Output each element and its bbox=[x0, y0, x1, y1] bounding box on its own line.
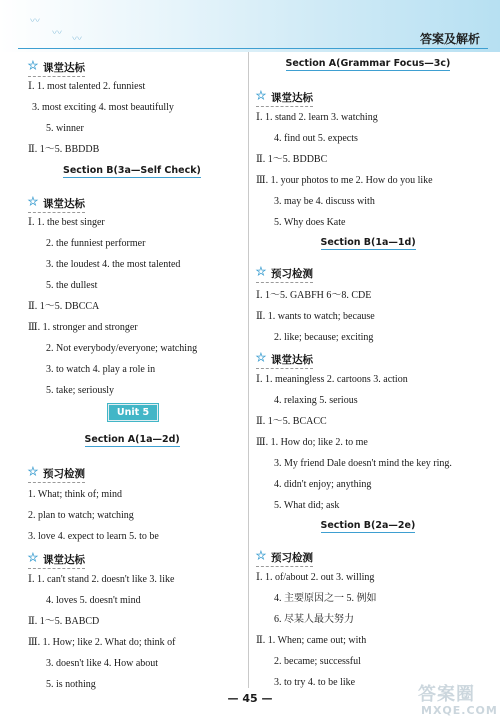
answer-line: 4. loves 5. doesn't mind bbox=[46, 595, 141, 606]
answer-line: 3. My friend Dale doesn't mind the key ring. bbox=[274, 458, 452, 469]
bird-icon: 〰 bbox=[72, 34, 82, 45]
answer-line: 5. winner bbox=[46, 123, 84, 134]
section-tag: ★ 课堂达标 bbox=[256, 352, 313, 369]
right-column bbox=[256, 52, 490, 692]
answer-line: 3. to try 4. to be like bbox=[274, 677, 356, 688]
answer-line: 3. may be 4. discuss with bbox=[274, 196, 375, 207]
section-heading: Section B(3a—Self Check) bbox=[63, 165, 201, 176]
answer-line: Ⅱ. 1～5. DBCCA bbox=[28, 301, 100, 312]
answer-line: Ⅰ. 1. meaningless 2. cartoons 3. action bbox=[256, 374, 408, 385]
page-header bbox=[0, 0, 500, 52]
answer-line: Ⅲ. 1. your photos to me 2. How do you like bbox=[256, 175, 433, 186]
section-heading: Section B(1a—1d) bbox=[320, 237, 416, 248]
answer-line: Ⅱ. 1. wants to watch; because bbox=[256, 311, 375, 322]
answer-line: 5. take; seriously bbox=[46, 385, 115, 396]
answer-line: Ⅰ. 1～5. GABFH 6～8. CDE bbox=[256, 290, 372, 301]
section-tag: ★ 预习检测 bbox=[256, 266, 313, 283]
page-number: — 45 — bbox=[227, 692, 273, 705]
watermark bbox=[418, 680, 496, 720]
answer-line: Ⅲ. 1. How; like 2. What do; think of bbox=[28, 637, 176, 648]
section-tag: ★ 课堂达标 bbox=[28, 60, 85, 77]
answer-line: 2. the funniest performer bbox=[46, 238, 146, 249]
watermark-text: 答案圈 bbox=[418, 684, 475, 705]
answer-line: 6. 尽某人最大努力 bbox=[274, 614, 354, 625]
answer-line: Ⅱ. 1～5. BCACC bbox=[256, 416, 327, 427]
header-rule bbox=[18, 48, 488, 49]
answer-line: Ⅰ. 1. stand 2. learn 3. watching bbox=[256, 112, 378, 123]
answer-line: 3. the loudest 4. the most talented bbox=[46, 259, 181, 270]
answer-line: Ⅲ. 1. How do; like 2. to me bbox=[256, 437, 368, 448]
answer-line: Ⅰ. 1. of/about 2. out 3. willing bbox=[256, 572, 375, 583]
unit-label: Unit 5 bbox=[108, 404, 158, 421]
answer-line: Ⅱ. 1. When; came out; with bbox=[256, 635, 367, 646]
answer-line: 2. plan to watch; watching bbox=[28, 510, 134, 521]
answer-line: Ⅰ. 1. the best singer bbox=[28, 217, 105, 228]
answer-line: 5. the dullest bbox=[46, 280, 98, 291]
header-title: 答案及解析 bbox=[419, 32, 480, 46]
answer-line: 3. to watch 4. play a role in bbox=[46, 364, 156, 375]
answer-line: 3. most exciting 4. most beautifully bbox=[32, 102, 174, 113]
column-divider bbox=[248, 52, 249, 688]
answer-line: 3. doesn't like 4. How about bbox=[46, 658, 159, 669]
left-column bbox=[28, 52, 242, 692]
section-tag: ★ 预习检测 bbox=[256, 550, 313, 567]
bird-icon: 〰 bbox=[52, 28, 62, 39]
section-tag: ★ 预习检测 bbox=[28, 466, 85, 483]
answer-line: 2. Not everybody/everyone; watching bbox=[46, 343, 198, 354]
answer-line: 2. became; successful bbox=[274, 656, 361, 667]
answer-line: 3. love 4. expect to learn 5. to be bbox=[28, 531, 159, 542]
section-tag: ★ 课堂达标 bbox=[256, 90, 313, 107]
section-heading: Section A(1a—2d) bbox=[84, 434, 180, 445]
answer-line: 5. What did; ask bbox=[274, 500, 340, 511]
answer-line: 4. didn't enjoy; anything bbox=[274, 479, 372, 490]
answer-line: 4. 主要原因之一 5. 例如 bbox=[274, 593, 377, 604]
section-heading: Section A(Grammar Focus—3c) bbox=[285, 58, 451, 69]
answer-line: Ⅲ. 1. stronger and stronger bbox=[28, 322, 138, 333]
answer-line: 5. is nothing bbox=[46, 679, 96, 690]
answer-line: 4. find out 5. expects bbox=[274, 133, 358, 144]
section-tag: ★ 课堂达标 bbox=[28, 552, 85, 569]
answer-line: Ⅰ. 1. most talented 2. funniest bbox=[28, 81, 146, 92]
answer-line: 2. like; because; exciting bbox=[274, 332, 374, 343]
answer-line: 1. What; think of; mind bbox=[28, 489, 122, 500]
answer-line: 4. relaxing 5. serious bbox=[274, 395, 358, 406]
section-tag: ★ 课堂达标 bbox=[28, 196, 85, 213]
section-heading: Section B(2a—2e) bbox=[320, 520, 416, 531]
answer-line: Ⅰ. 1. can't stand 2. doesn't like 3. like bbox=[28, 574, 175, 585]
answer-line: 5. Why does Kate bbox=[274, 217, 346, 228]
answer-line: Ⅱ. 1～5. BBDDB bbox=[28, 144, 100, 155]
answer-line: Ⅱ. 1～5. BDDBC bbox=[256, 154, 328, 165]
bird-icon: 〰 bbox=[30, 16, 40, 27]
answer-line: Ⅱ. 1～5. BABCD bbox=[28, 616, 100, 627]
watermark-url: MXQE.COM bbox=[421, 704, 498, 717]
